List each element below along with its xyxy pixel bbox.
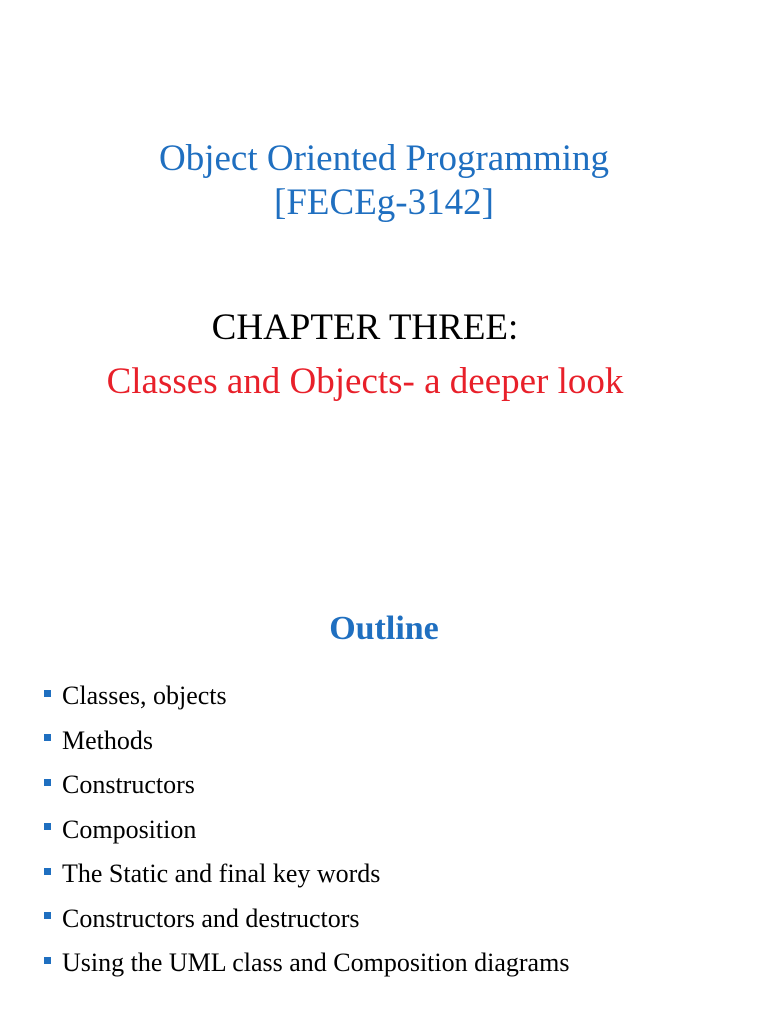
square-bullet-icon [44, 779, 51, 786]
square-bullet-icon [44, 690, 51, 697]
outline-item [44, 897, 569, 942]
outline-item [44, 719, 569, 764]
square-bullet-icon [44, 734, 51, 741]
outline-item-label: Composition [62, 814, 197, 844]
outline-item-label: The Static and final key words [62, 859, 381, 889]
outline-heading: Outline [329, 610, 439, 647]
course-title [0, 137, 768, 225]
outline-item [44, 763, 569, 808]
outline-item-label: Classes, objects [62, 681, 227, 711]
chapter-label: CHAPTER THREE: [211, 307, 519, 348]
outline-item [44, 941, 569, 986]
outline-item [44, 674, 569, 719]
square-bullet-icon [44, 823, 51, 830]
chapter-subtitle: Classes and Objects- a deeper look [106, 361, 624, 402]
outline-item-label: Using the UML class and Composition diagrams [62, 948, 570, 978]
square-bullet-icon [44, 957, 51, 964]
square-bullet-icon [44, 912, 51, 919]
outline-item-label: Constructors [62, 770, 195, 800]
outline-item [44, 808, 569, 853]
outline-item [44, 852, 569, 897]
outline-item-label: Methods [62, 725, 153, 755]
outline-item-label: Constructors and destructors [62, 903, 360, 933]
course-code: [FECEg-3142] [274, 182, 494, 223]
course-title-line1: Object Oriented Programming [158, 138, 610, 179]
square-bullet-icon [44, 868, 51, 875]
outline-list [44, 674, 569, 986]
